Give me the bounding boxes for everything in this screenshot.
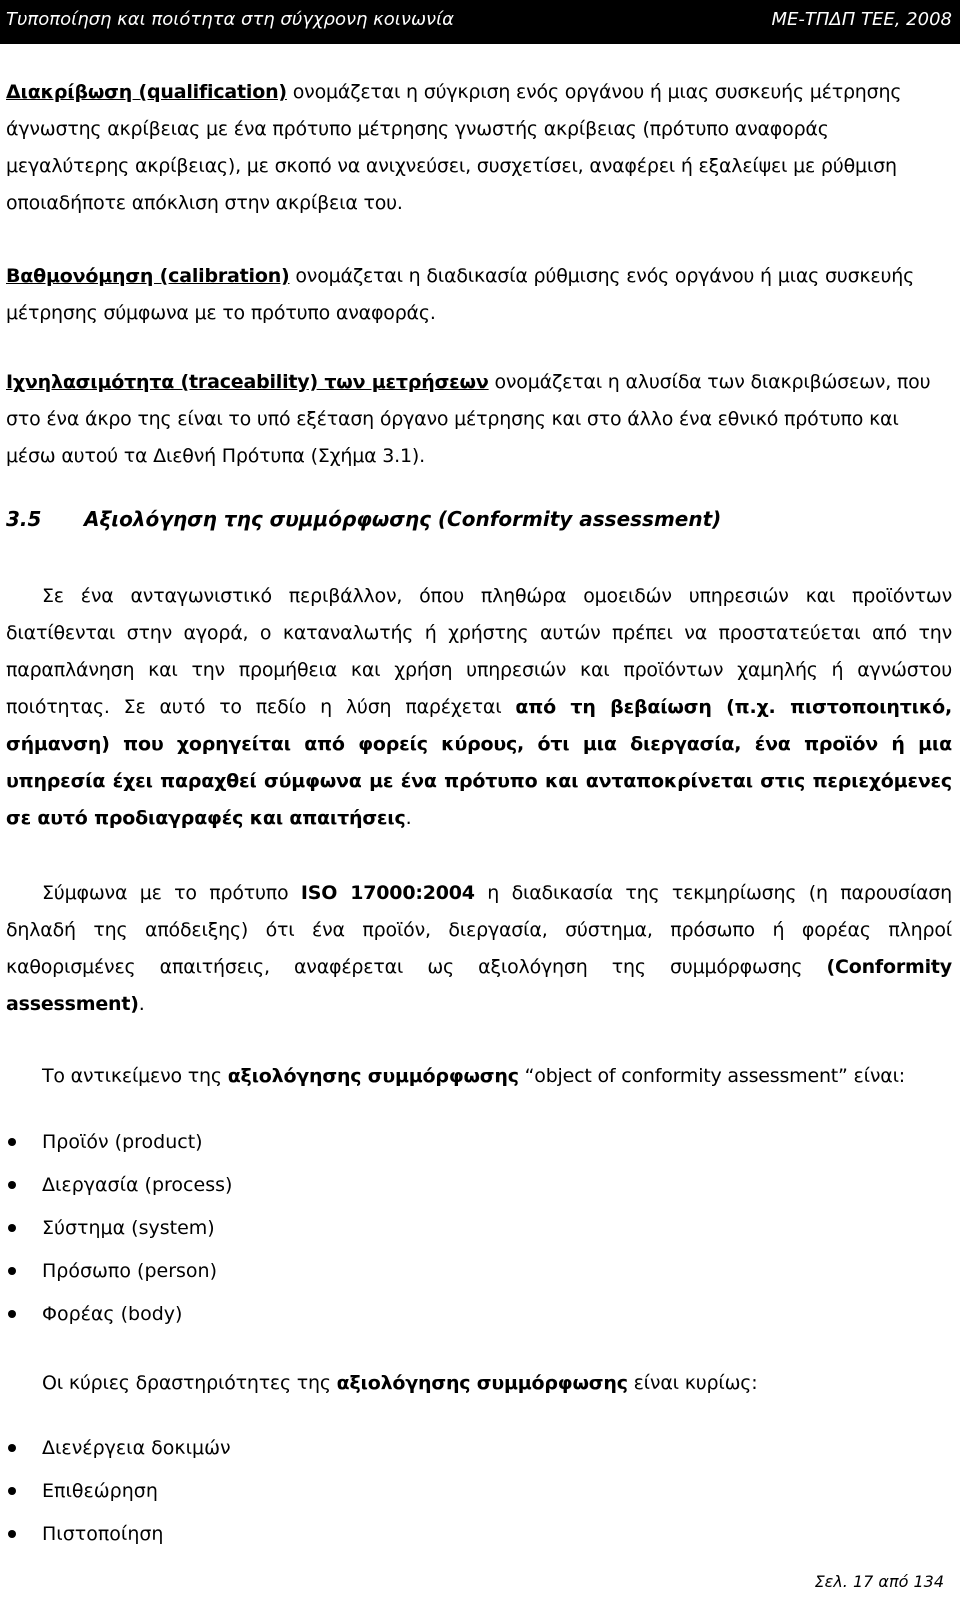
paragraph-end: . <box>138 993 145 1015</box>
list-item-text: Προϊόν (product) <box>42 1131 203 1153</box>
definition-qualification <box>6 74 952 222</box>
definition-text: ονομάζεται η διαδικασία ρύθμισης ενός οργάνου ή μιας συσκευής μέτρησης σύμφωνα με το πρότυπο αναφοράς. <box>6 265 915 324</box>
definition-term: Βαθμονόμηση (calibration) <box>6 265 290 287</box>
list-item-text: Φορέας (body) <box>42 1303 183 1325</box>
section-number: 3.5 <box>6 507 42 531</box>
page-number: Σελ. 17 από 134 <box>814 1572 944 1591</box>
paragraph-text: Σε ένα ανταγωνιστικό περιβάλλον, όπου πληθώρα ομοειδών υπηρεσιών και προϊόντων διατίθενται στην αγορά, ο καταναλωτής ή χρήστης αυτών πρέπει να προστατεύεται από την παραπλάνηση και την προμήθεια και χρήση υπηρεσιών και προϊόντων χαμηλής ή αγνώστου ποιότητας. Σε αυτό το πεδίο η λύση παρέχεται <box>6 585 952 718</box>
page-header <box>0 0 960 44</box>
object-intro <box>42 1058 952 1095</box>
iso-paragraph <box>6 875 952 1023</box>
list-item <box>6 1164 232 1207</box>
bullet-icon <box>8 1138 16 1146</box>
bullet-icon <box>8 1444 16 1452</box>
iso-standard: ISO 17000:2004 <box>300 882 475 904</box>
definition-calibration <box>6 258 952 332</box>
list-item-text: Πιστοποίηση <box>42 1523 164 1545</box>
paragraph-text: Σύμφωνα με το πρότυπο <box>42 882 301 904</box>
list-item <box>6 1513 231 1556</box>
definition-text: ονομάζεται η σύγκριση ενός οργάνου ή μιας συσκευής μέτρησης άγνωστης ακρίβειας με ένα πρότυπο μέτρησης γνωστής ακρίβειας (πρότυπο αναφοράς μεγαλύτερης ακρίβειας), με σκοπό να ανιχνεύσει, συσχετίσει, αναφέρει ή εξαλείψει με ρύθμιση οποιαδήποτε απόκλιση στην ακρίβεια του. <box>6 81 902 214</box>
bullet-icon <box>8 1310 16 1318</box>
bullet-icon <box>8 1487 16 1495</box>
list-item-text: Επιθεώρηση <box>42 1480 158 1502</box>
paragraph-text: “object of conformity assessment” είναι: <box>518 1065 905 1087</box>
paragraph-bold: από τη βεβαίωση (π.χ. πιστοποιητικό, σήμανση) που χορηγείται από φορείς κύρους, ότι μια διεργασία, ένα προϊόν ή μια υπηρεσία έχει παραχθεί σύμφωνα με ένα πρότυπο και ανταποκρίνεται στις περιεχόμενες σε αυτό προδιαγραφές και απαιτήσεις <box>6 696 952 829</box>
bullet-icon <box>8 1224 16 1232</box>
bullet-icon <box>8 1181 16 1189</box>
list-item-text: Πρόσωπο (person) <box>42 1260 217 1282</box>
definition-text: ονομάζεται η αλυσίδα των διακριβώσεων, που στο ένα άκρο της είναι το υπό εξέταση όργανο μέτρησης και στο άλλο ένα εθνικό πρότυπο και μέσω αυτού τα Διεθνή Πρότυπα (Σχήμα 3.1). <box>6 371 931 467</box>
definition-traceability <box>6 364 952 475</box>
paragraph-bold: αξιολόγησης συμμόρφωσης <box>336 1372 628 1394</box>
conformity-term: (Conformity assessment) <box>6 956 952 1015</box>
header-reference: ΜΕ-ΤΠΔΠ ΤΕΕ, 2008 <box>771 9 952 30</box>
bullet-icon <box>8 1530 16 1538</box>
list-item <box>6 1470 231 1513</box>
list-item-text: Διενέργεια δοκιμών <box>42 1437 231 1459</box>
definition-term: Ιχνηλασιμότητα (traceability) των μετρήσεων <box>6 371 489 393</box>
list-item <box>6 1427 231 1470</box>
header-title: Τυποποίηση και ποιότητα στη σύγχρονη κοινωνία <box>6 9 455 30</box>
list-item <box>6 1293 232 1336</box>
section-heading <box>6 507 721 531</box>
activities-intro <box>42 1365 952 1402</box>
list-item <box>6 1250 232 1293</box>
bullet-icon <box>8 1267 16 1275</box>
list-item <box>6 1121 232 1164</box>
objects-list <box>6 1121 232 1336</box>
paragraph-text: Το αντικείμενο της <box>42 1065 228 1087</box>
list-item-text: Διεργασία (process) <box>42 1174 233 1196</box>
paragraph-text: είναι κυρίως: <box>627 1372 758 1394</box>
paragraph-text: Οι κύριες δραστηριότητες της <box>42 1372 337 1394</box>
activities-list <box>6 1427 231 1556</box>
list-item <box>6 1207 232 1250</box>
list-item-text: Σύστημα (system) <box>42 1217 215 1239</box>
paragraph-text: η διαδικασία της τεκμηρίωσης (η παρουσίαση δηλαδή της απόδειξης) ότι ένα προϊόν, διεργασία, σύστημα, πρόσωπο ή φορέας πληροί καθορισμένες απαιτήσεις, αναφέρεται ως αξιολόγηση της συμμόρφωσης <box>6 882 952 978</box>
paragraph-end: . <box>405 807 412 829</box>
section-title: Αξιολόγηση της συμμόρφωσης (Conformity assessment) <box>84 507 722 531</box>
conformity-intro-paragraph <box>6 578 952 837</box>
paragraph-bold: αξιολόγησης συμμόρφωσης <box>227 1065 519 1087</box>
definition-term: Διακρίβωση (qualification) <box>6 81 287 103</box>
